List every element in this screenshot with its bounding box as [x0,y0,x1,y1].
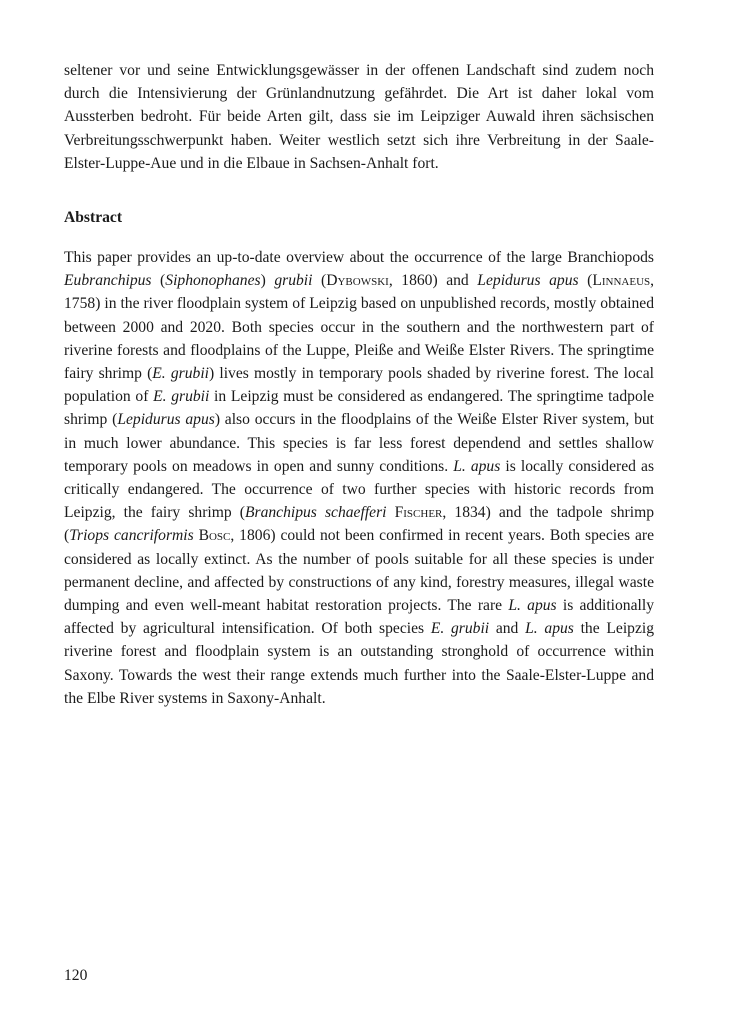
abstract-text: , 1758) in the river floodplain system of Leipzig based on unpublished records, mostly obtained between 2000 and 2020. Both species occur in the southern and the northwestern part of riverine forests and floodplains of the Luppe, Pleiße and Weiße Elster Rivers. The springtime fairy shrimp ( [64,272,655,383]
taxon-name: grubii [274,272,313,290]
taxon-name: Eubranchipus [64,272,152,290]
abstract-text: the Leipzig riverine forest and floodplain system is an outstanding stronghold of occurrence within Saxony. Towards the west their range extends much further into the Saale-Elster-Luppe and the Elbe River systems in Saxony-Anhalt. [64,620,654,707]
abstract-text: ) [260,272,275,290]
taxon-name: E. grubii [153,388,210,406]
author-name: Dybowski [326,272,389,290]
taxon-name: Siphonophanes [165,272,261,290]
taxon-name: L. apus [525,620,574,638]
abstract-text: is locally considered as critically endangered. The occurrence of two further species with historic records from Leipzig, the fairy shrimp ( [64,457,655,522]
abstract-text: , 1834) and the tadpole shrimp ( [64,504,654,545]
abstract-text: ) also occurs in the floodplains of the Weiße Elster River system, but in much lower abundance. This species is far less forest dependend and settles shallow temporary pools on meadows in open and sunny conditions. [64,411,654,475]
taxon-name: Lepidurus apus [117,411,215,429]
taxon-name: E. grubii [430,620,490,638]
abstract-text [386,504,394,521]
abstract-text: ( [151,272,166,290]
taxon-name: L. apus [508,597,557,615]
taxon-name: L. apus [453,457,501,475]
author-name: Fischer [394,504,443,522]
taxon-name: Lepidurus apus [477,272,579,290]
abstract-text: ( [312,272,327,290]
intro-paragraph: seltener vor und seine Entwicklungsgewässer in der offenen Landschaft sind zudem noch durch die Intensivierung der Grünlandnutzung gefährdet. Die Art ist daher lokal vom Aussterben bedroht. Für beide Arten gilt, dass sie im Leipziger Auwald ihren sächsischen Verbreitungsschwerpunkt haben. Weiter westlich setzt sich ihre Verbreitung in der Saale-Elster-Luppe-Aue und in die Elbaue in Sachsen-Anhalt fort. [64,62,654,172]
taxon-name: E. grubii [152,365,209,383]
abstract-text: , 1860) and [388,272,478,290]
taxon-name: Branchipus schaefferi [244,504,387,522]
abstract-text: in Leipzig must be considered as endangered. The springtime tadpole shrimp ( [64,388,654,429]
abstract-text: and [489,620,526,638]
abstract-paragraph [64,246,654,710]
abstract-text: , 1806) could not been confirmed in recent years. Both species are considered as locally extinct. As the number of pools suitable for all these species is under permanent decline, and affected by constructions of any kind, forestry measures, illegal waste dumping and even well-meant habitat restoration projects. The rare [64,527,654,615]
abstract-heading: Abstract [64,209,123,226]
taxon-name: Triops cancriformis [69,527,194,545]
abstract-text: is additionally affected by agricultural intensification. Of both species [64,597,654,638]
page-number: 120 [64,967,88,984]
abstract-text: ) lives mostly in temporary pools shaded by riverine forest. The local population of [64,365,654,406]
author-name: Linnaeus [592,272,651,290]
author-name: Bosc [198,527,231,545]
abstract-text: This paper provides an up-to-date overview about the occurrence of the large Branchiopods [64,249,654,266]
abstract-text: ( [578,272,593,290]
